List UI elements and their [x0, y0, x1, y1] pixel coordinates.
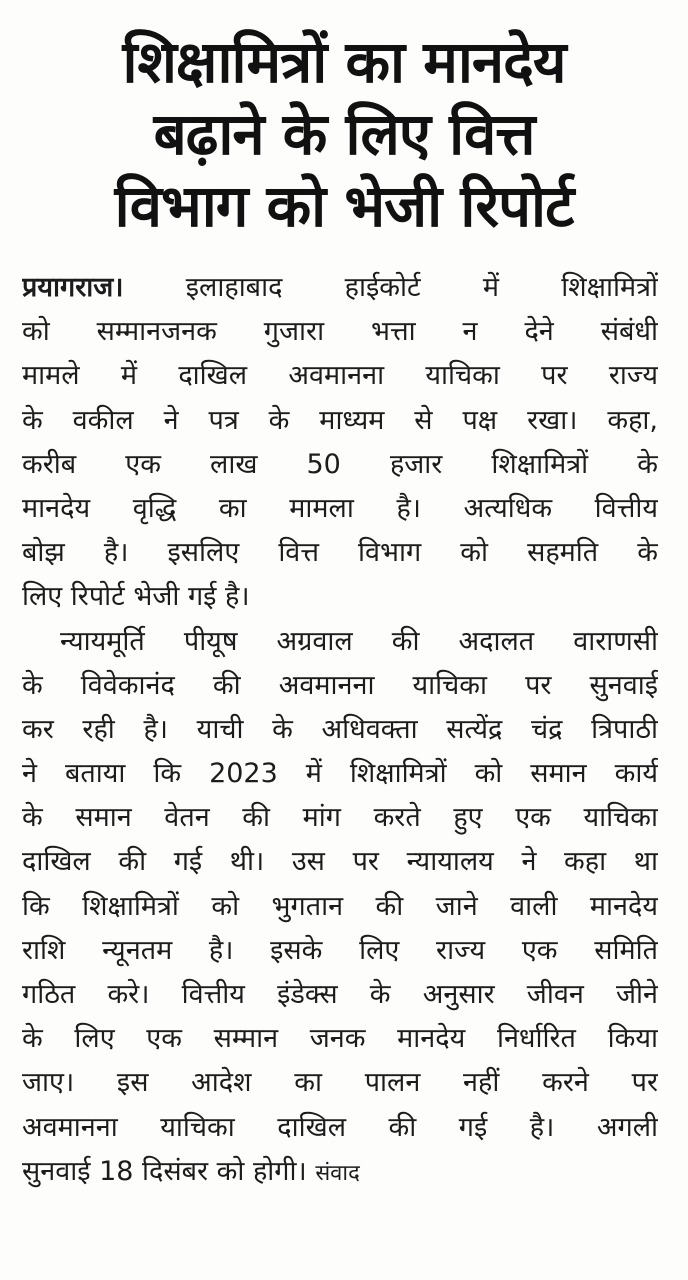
article-line: के वकील ने पत्र के माध्यम से पक्ष रखा। कहा,	[22, 404, 658, 436]
article-text: इलाहाबाद हाईकोर्ट में शिक्षामित्रों	[185, 272, 658, 303]
article-line: मामले में दाखिल अवमानना याचिका पर राज्य	[22, 360, 658, 392]
article-line: ने बताया कि 2023 में शिक्षामित्रों को समान कार्य	[22, 758, 658, 790]
article-line: बोझ है। इसलिए वित्त विभाग को सहमति के	[22, 537, 658, 569]
article-line	[22, 266, 658, 310]
headline-line-1: शिक्षामित्रों का मानदेय	[122, 28, 566, 96]
article-line: के विवेकानंद की अवमानना याचिका पर सुनवाई	[22, 669, 658, 701]
article-line: को सम्मानजनक गुजारा भत्ता न देने संबंधी	[22, 316, 658, 348]
headline-line-2: बढ़ाने के लिए वित्त	[153, 100, 535, 168]
article-line: मानदेय वृद्धि का मामला है। अत्यधिक वित्तीय	[22, 492, 658, 524]
article-line: करीब एक लाख 50 हजार शिक्षामित्रों के	[22, 448, 658, 480]
article-line: लिए रिपोर्ट भेजी गई है।	[22, 581, 250, 613]
article-line: राशि न्यूनतम है। इसके लिए राज्य एक समिति	[22, 934, 658, 966]
article-text: सुनवाई 18 दिसंबर को होगी।	[22, 1155, 307, 1187]
headline	[20, 26, 668, 242]
article-line	[22, 1150, 658, 1194]
article-line: के समान वेतन की मांग करते हुए एक याचिका	[22, 802, 658, 834]
article-line: गठित करे। वित्तीय इंडेक्स के अनुसार जीवन जीने	[22, 979, 658, 1010]
article-line: जाए। इस आदेश का पालन नहीं करने पर	[22, 1067, 658, 1099]
article-line: न्यायमूर्ति पीयूष अग्रवाल की अदालत वाराणसी	[60, 625, 658, 657]
article-line: कि शिक्षामित्रों को भुगतान की जाने वाली मानदेय	[22, 890, 658, 922]
article-line: कर रही है। याची के अधिवक्ता सत्येंद्र चंद्र त्रिपाठी	[22, 713, 658, 745]
byline: संवाद	[315, 1160, 360, 1186]
article-body	[22, 266, 658, 1194]
article-line: दाखिल की गई थी। उस पर न्यायालय ने कहा था	[22, 846, 658, 878]
article-line: के लिए एक सम्मान जनक मानदेय निर्धारित किया	[22, 1023, 658, 1055]
dateline: प्रयागराज।	[22, 272, 124, 303]
headline-line-3: विभाग को भेजी रिपोर्ट	[114, 172, 574, 240]
article-line: अवमानना याचिका दाखिल की गई है। अगली	[22, 1111, 658, 1143]
